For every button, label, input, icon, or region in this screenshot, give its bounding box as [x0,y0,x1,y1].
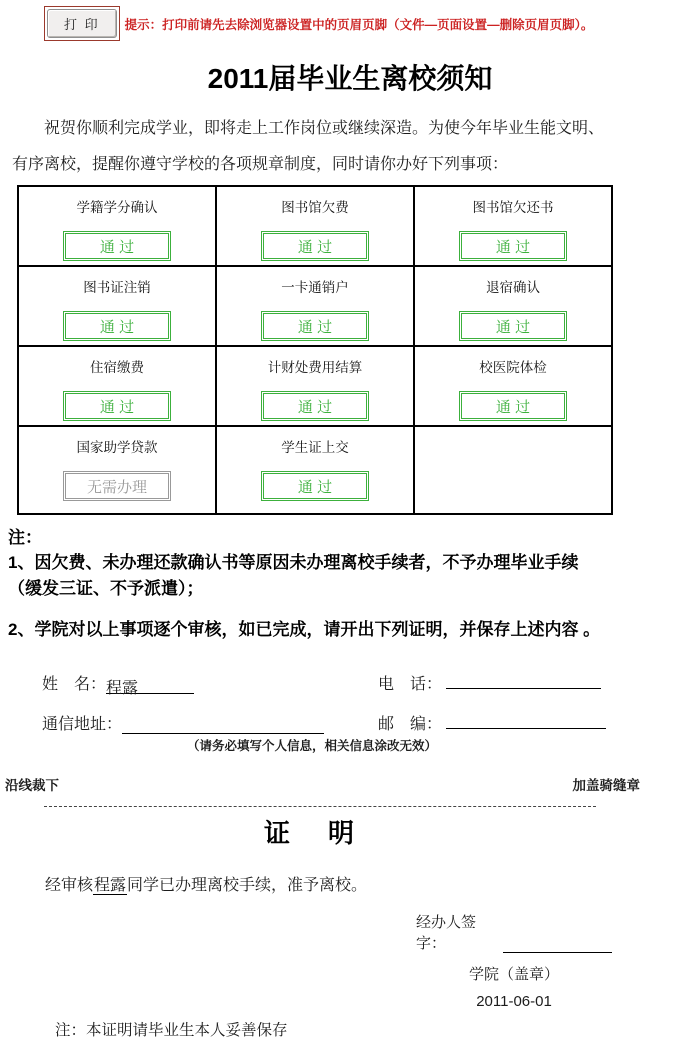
address-field [42,711,378,734]
checklist-cell-empty [414,426,612,514]
status-stamp-not-required [63,471,171,501]
student-info-form [0,670,700,754]
zip-blank [446,710,606,729]
form-row-name-phone [42,670,700,697]
checklist-item-label: 住宿缴费 [90,360,144,375]
note-1: 1、因欠费、未办理还款确认书等原因未办理离校手续者，不予办理毕业手续（缓发三证、不予派遣）； [8,553,579,598]
form-hint: （请务必填写个人信息，相关信息涂改无效） [186,739,437,753]
checklist-row [18,426,612,514]
checklist-cell [216,266,414,346]
cut-dashed-line [44,806,596,807]
checklist-cell [18,186,216,266]
checklist-cell [216,186,414,266]
checklist-row [18,346,612,426]
status-stamp-text: 通 过 [461,393,565,419]
cut-right-label: 加盖骑缝章 [572,778,640,793]
checklist-cell [18,266,216,346]
status-stamp-pass [459,391,567,421]
checklist-cell [414,186,612,266]
signer-blank [503,935,612,953]
form-row-address-zip [42,710,700,734]
keep-note: 注：本证明请毕业生本人妥善保存 [55,1022,288,1039]
status-stamp-text: 通 过 [263,393,367,419]
status-stamp-pass [63,311,171,341]
status-stamp-text: 通 过 [263,473,367,499]
address-blank [122,715,324,734]
page-title: 2011届毕业生离校须知 [207,63,493,94]
status-stamp-text: 通 过 [65,393,169,419]
print-hint-text: 提示：打印前请先去除浏览器设置中的页眉页脚（文件—页面设置—删除页眉页脚）。 [124,17,594,32]
phone-blank [446,670,601,689]
certificate-title: 证 明 [263,818,360,848]
checklist-cell [18,346,216,426]
toolbar [44,6,700,41]
signer-label: 经办人签字： [416,914,477,952]
checklist-item-label: 图书馆欠费 [281,200,349,215]
status-stamp-pass [63,231,171,261]
checklist-item-label: 一卡通销户 [281,280,349,295]
print-button-frame [44,6,120,41]
print-button[interactable]: 打 印 [47,9,117,38]
checklist-cell [216,346,414,426]
notes-section [8,525,700,642]
phone-field [378,670,601,694]
certificate-date: 2011-06-01 [476,993,552,1010]
status-stamp-pass [459,311,567,341]
status-stamp-pass [63,391,171,421]
status-stamp-pass [261,471,369,501]
checklist-cell [414,346,612,426]
notes-heading: 注： [8,528,42,547]
name-label: 姓 名： [42,676,107,693]
checklist-row [18,186,612,266]
status-stamp-pass [261,391,369,421]
checklist-item-label: 学生证上交 [281,440,349,455]
college-stamp-line: 学院（盖章） [468,966,559,983]
checklist-table [17,185,613,515]
checklist-item-label: 国家助学贷款 [76,440,158,455]
checklist-item-label: 退宿确认 [486,280,540,295]
checklist-cell [414,266,612,346]
status-stamp-pass [459,231,567,261]
address-label: 通信地址： [42,716,123,733]
status-stamp-text: 通 过 [65,313,169,339]
certificate-body-prefix: 经审核 [45,877,94,894]
status-stamp-text: 通 过 [263,313,367,339]
cut-line-labels [5,774,640,794]
signature-block [416,911,612,1010]
checklist-item-label: 校医院体检 [479,360,547,375]
intro-paragraph: 祝贺你顺利完成学业，即将走上工作岗位或继续深造。为使今年毕业生能文明、有序离校，提醒你遵守学校的各项规章制度，同时请你办好下列事项： [12,120,605,173]
status-stamp-text: 通 过 [65,233,169,259]
name-field [42,671,378,697]
zip-label: 邮 编： [378,716,443,733]
checklist-item-label: 图书馆欠还书 [472,200,554,215]
zip-field [378,710,606,734]
checklist-cell [18,426,216,514]
certificate-body [45,872,700,895]
name-value: 程露 [106,675,194,694]
status-stamp-pass [261,231,369,261]
certificate-body-suffix: 同学已办理离校手续，准予离校。 [127,877,368,894]
status-stamp-pass [261,311,369,341]
checklist-item-label: 图书证注销 [83,280,151,295]
checklist-item-label: 计财处费用结算 [267,360,363,375]
student-name: 程露 [94,877,127,894]
checklist-cell [216,426,414,514]
status-stamp-text: 无需办理 [65,473,169,499]
checklist-item-label: 学籍学分确认 [76,200,158,215]
status-stamp-text: 通 过 [461,233,565,259]
note-2: 2、学院对以上事项逐个审核，如已完成，请开出下列证明，并保存上述内容 。 [8,620,601,639]
cut-left-label: 沿线裁下 [5,778,59,793]
checklist-row [18,266,612,346]
phone-label: 电 话： [378,676,443,693]
status-stamp-text: 通 过 [263,233,367,259]
signer-field [416,911,612,953]
status-stamp-text: 通 过 [461,313,565,339]
